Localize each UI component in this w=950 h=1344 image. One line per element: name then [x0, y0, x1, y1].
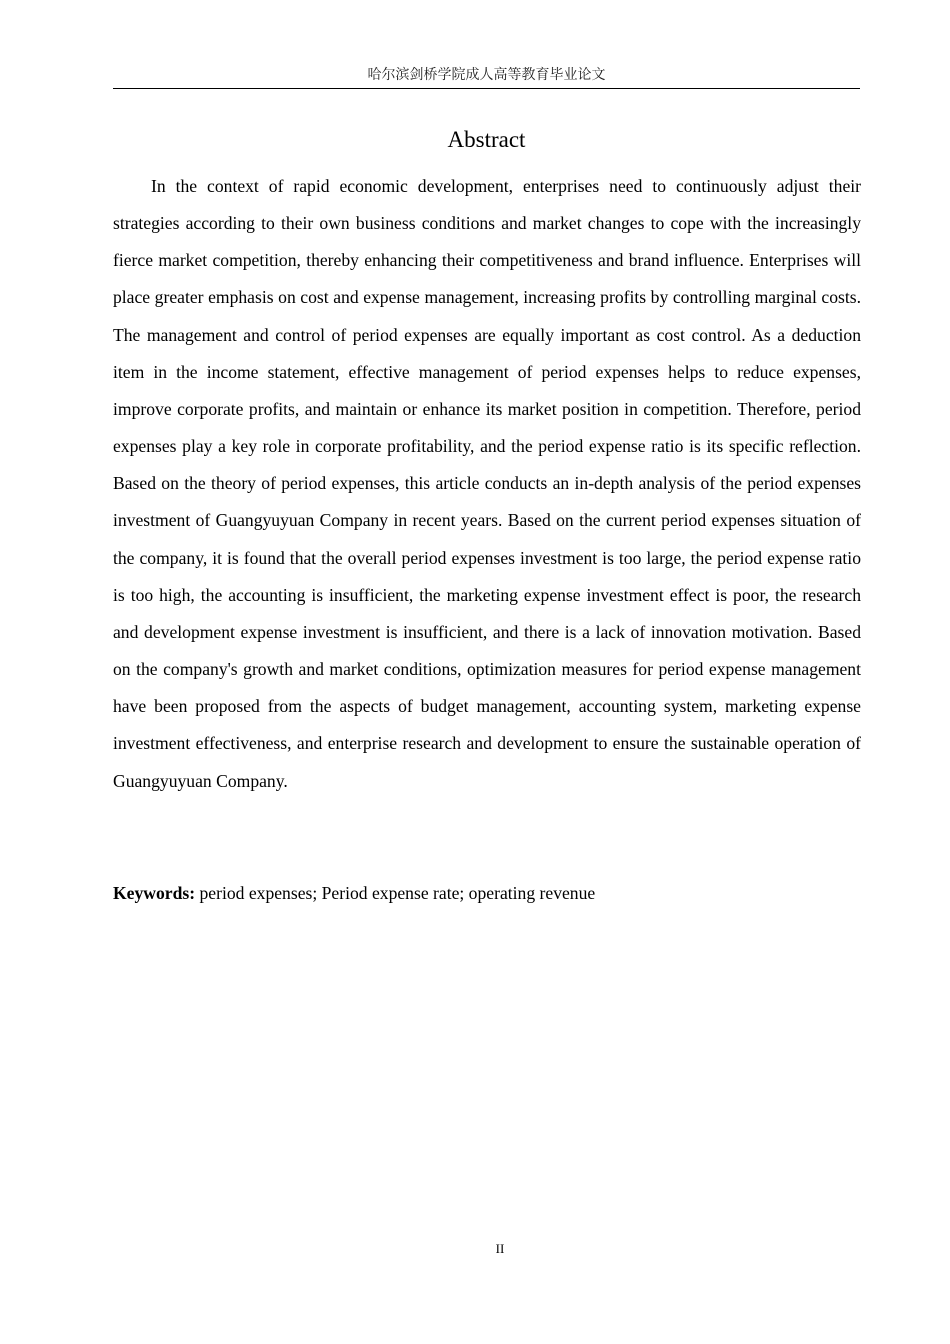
keywords-line	[113, 875, 861, 912]
running-header: 哈尔滨剑桥学院成人高等教育毕业论文	[367, 68, 606, 83]
abstract-title: Abstract	[447, 127, 526, 152]
keywords-label: Keywords:	[113, 883, 196, 903]
header-rule	[113, 88, 860, 89]
keywords-text: period expenses; Period expense rate; operating revenue	[195, 883, 596, 903]
abstract-body: In the context of rapid economic development, enterprises need to continuously adjust their strategies according to their own business conditions and market changes to cope with the increasingly fierce market competition, thereby enhancing their competitiveness and brand influence. Enterprises will place greater emphasis on cost and expense management, increasing profits by controlling marginal costs. The management and control of period expenses are equally important as cost control. As a deduction item in the income statement, effective management of period expenses helps to reduce expenses, improve corporate profits, and maintain or enhance its market position in competition. Therefore, period expenses play a key role in corporate profitability, and the period expense ratio is its specific reflection. Based on the theory of period expenses, this article conducts an in-depth analysis of the period expenses investment of Guangyuyuan Company in recent years. Based on the current period expenses situation of the company, it is found that the overall period expenses investment is too large, the period expense ratio is too high, the accounting is insufficient, the marketing expense investment effect is poor, the research and development expense investment is insufficient, and there is a lack of innovation motivation. Based on the company's growth and market conditions, optimization measures for period expense management have been proposed from the aspects of budget management, accounting system, marketing expense investment effectiveness, and enterprise research and development to ensure the sustainable operation of Guangyuyuan Company.	[113, 176, 861, 791]
page-number: II	[495, 1241, 505, 1256]
